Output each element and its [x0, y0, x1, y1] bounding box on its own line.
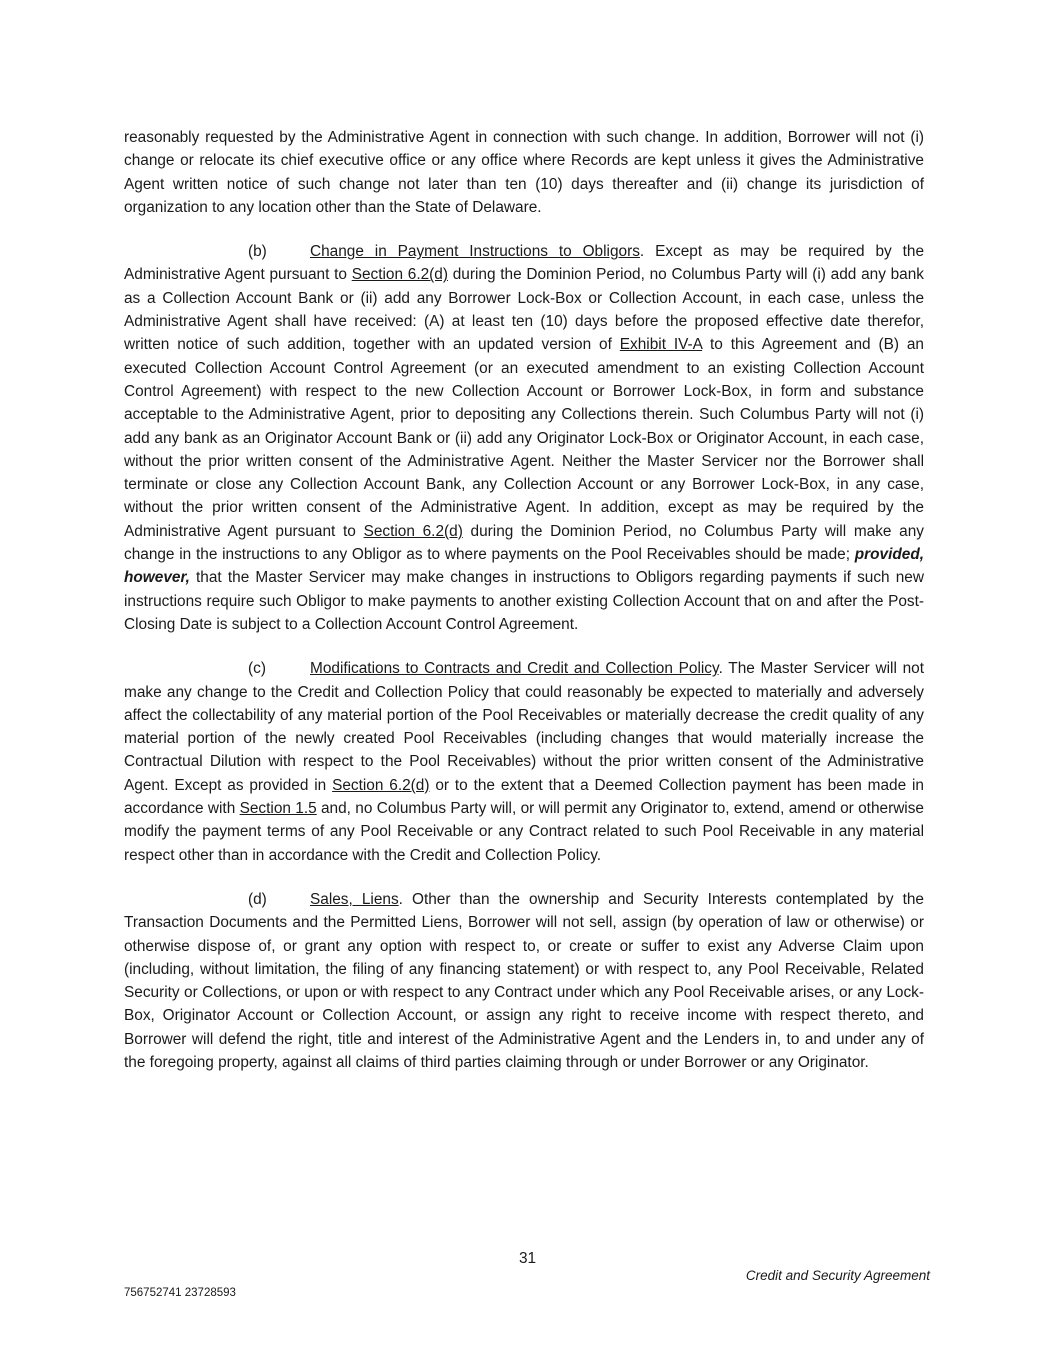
section-ref-link: Section 1.5 — [239, 800, 317, 818]
section-ref-link: Section 6.2(d) — [351, 266, 448, 284]
footer-document-title: Credit and Security Agreement — [745, 1268, 930, 1283]
footer-document-id: 756752741 23728593 — [124, 1287, 236, 1299]
section-c-heading: Modifications to Contracts and Credit and Collection Policy — [310, 660, 719, 678]
section-d-paragraph: (d) Sales, Liens. Other than the ownership and Security Interests contemplated by the Transaction Documents and the Permitted Liens, Borrower will not sell, assign (by operation of law or otherwise) or otherwise dispose of, or grant any option with respect to, or create or suffer to exist any Adverse Claim upon (including, without limitation, the filing of any financing statement) or with respect to, any Pool Receivable, Related Security or Collections, or upon or with respect to any Contract under which any Pool Receivable arises, or any Lock-Box, Originator Account or Collection Account, or assign any right to receive income with respect thereto, and Borrower will defend the right, title and interest of the Administrative Agent and the Lenders in, to and under any of the foregoing property, against all claims of third parties claiming through or under Borrower or any Originator. — [124, 888, 924, 1074]
section-ref-link: Section 6.2(d) — [363, 522, 463, 540]
exhibit-ref-link: Exhibit IV-A — [619, 336, 703, 354]
document-body — [124, 126, 924, 1074]
section-c-label: (c) — [248, 660, 266, 678]
intro-paragraph: reasonably requested by the Administrative Agent in connection with such change. In addition, Borrower will not (i) change or relocate its chief executive office or any office where Records are kept unless it gives the Administrative Agent written notice of such change not later than ten (10) days thereafter and (ii) change its jurisdiction of organization to any location other than the State of Delaware. — [124, 129, 924, 216]
section-b-heading: Change in Payment Instructions to Obligors — [310, 243, 640, 261]
section-d-label: (d) — [248, 890, 267, 908]
section-ref-link: Section 6.2(d) — [332, 776, 430, 794]
proviso-emphasis: provided, however, — [124, 546, 924, 587]
section-b-paragraph: (b) Change in Payment Instructions to Obligors. Except as may be required by the Administrative Agent pursuant to Section 6.2(d) during the Dominion Period, no Columbus Party will (i) add any bank as a Collection Account Bank or (ii) add any Borrower Lock-Box or Collection Account, in each case, unless the Administrative Agent shall have received: (A) at least ten (10) days before the proposed effective date therefor, written notice of such addition, together with an updated version of Exhibit IV-A to this Agreement and (B) an executed Collection Account Control Agreement (or an executed amendment to an existing Collection Account Control Agreement) with respect to the new Collection Account or Borrower Lock-Box, in form and substance acceptable to the Administrative Agent, prior to depositing any Collections therein. Such Columbus Party will not (i) add any bank as an Originator Account Bank or (ii) add any Originator Lock-Box or Originator Account, in each case, without the prior written consent of the Administrative Agent. Neither the Master Servicer nor the Borrower shall terminate or close any Collection Account Bank, any Collection Account or any Borrower Lock-Box, in any case, without the prior written consent of the Administrative Agent. In addition, except as may be required by the Administrative Agent pursuant to Section 6.2(d) during the Dominion Period, no Columbus Party will make any change in the instructions to any Obligor as to where payments on the Pool Receivables should be made; provided, however, that the Master Servicer may make changes in instructions to Obligors regarding payments if such new instructions require such Obligor to make payments to another existing Collection Account that on and after the Post-Closing Date is subject to a Collection Account Control Agreement. — [124, 240, 924, 636]
page-number: 31 — [518, 1250, 537, 1267]
section-d-heading: Sales, Liens — [310, 890, 399, 908]
section-b-label: (b) — [248, 243, 267, 261]
section-c-paragraph: (c) Modifications to Contracts and Credit and Collection Policy. The Master Servicer will not make any change to the Credit and Collection Policy that could reasonably be expected to materially and adversely affect the collectability of any material portion of the Pool Receivables or materially decrease the credit quality of any material portion of the newly created Pool Receivables (including changes that would materially increase the Contractual Dilution with respect to the Pool Receivables) without the prior written consent of the Administrative Agent. Except as provided in Section 6.2(d) or to the extent that a Deemed Collection payment has been made in accordance with Section 1.5 and, no Columbus Party will, or will permit any Originator to, extend, amend or otherwise modify the payment terms of any Pool Receivable or any Contract related to such Pool Receivable in any material respect other than in accordance with the Credit and Collection Policy. — [124, 657, 924, 867]
